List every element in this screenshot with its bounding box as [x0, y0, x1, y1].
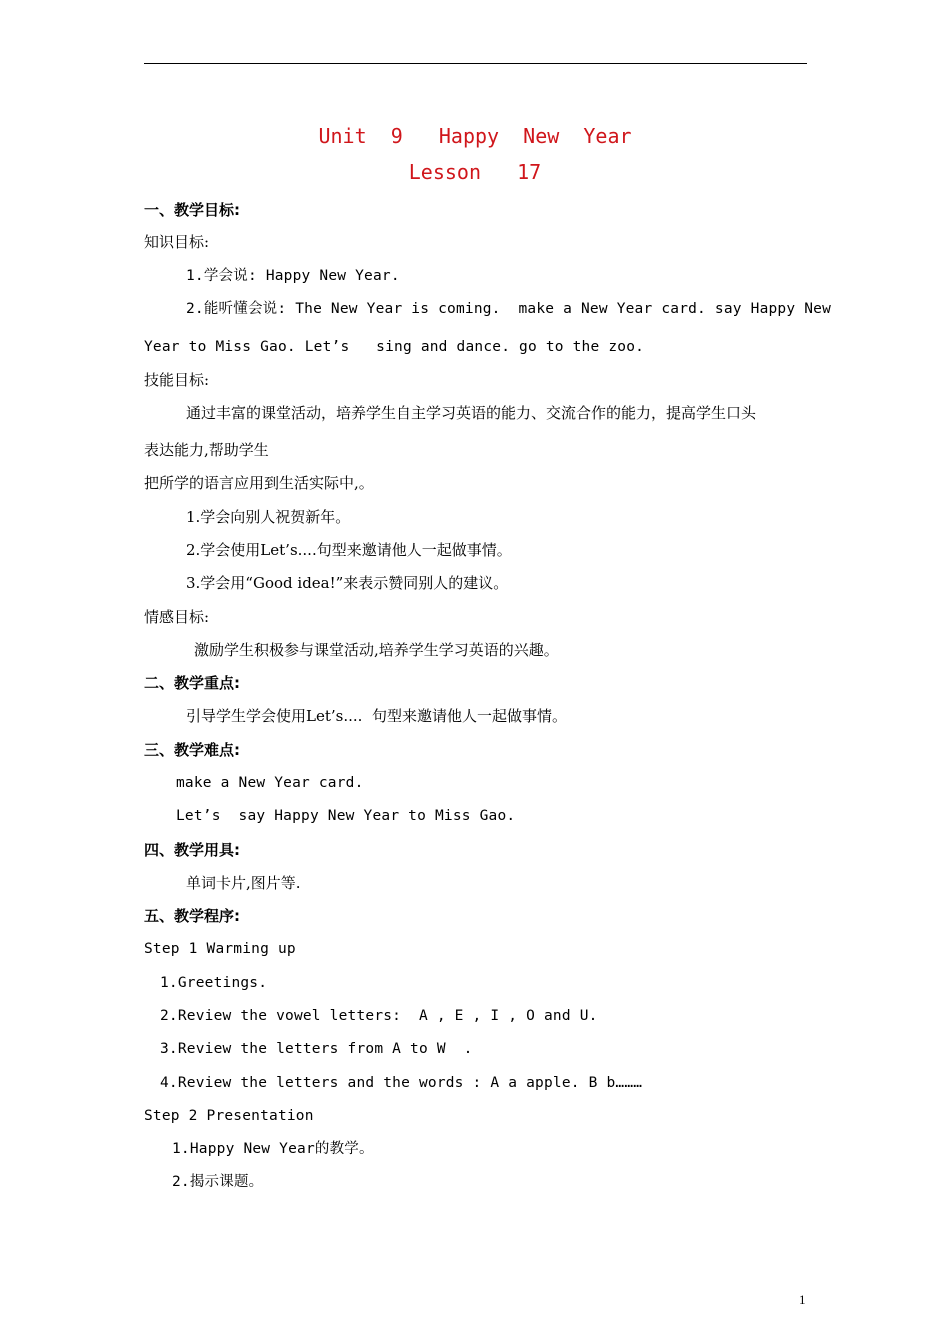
emotion-text: 激励学生积极参与课堂活动,培养学生学习英语的兴趣。 — [194, 641, 559, 659]
lesson-title: Lesson 17 — [408, 160, 542, 184]
section-4-heading: 四、教学用具: — [144, 841, 240, 859]
skill-item-1: 1.学会向别人祝贺新年。 — [186, 508, 351, 526]
step-2-title: Step 2 Presentation — [144, 1108, 314, 1124]
section-3-item-a: make a New Year card. — [176, 775, 364, 791]
page-number: 1 — [799, 1292, 806, 1307]
skill-item-3: 3.学会用“Good idea!”来表示赞同别人的建议。 — [186, 574, 509, 592]
section-4-text: 单词卡片,图片等. — [186, 874, 301, 892]
section-3-heading: 三、教学难点: — [144, 741, 240, 759]
section-2-text: 引导学生学会使用Let’s.... 句型来邀请他人一起做事情。 — [186, 707, 567, 725]
step-2-item-2: 2.揭示课题。 — [172, 1174, 264, 1190]
unit-title: Unit 9 Happy New Year — [318, 124, 632, 148]
step-2-item-1: 1.Happy New Year的教学。 — [172, 1141, 374, 1157]
emotion-label: 情感目标: — [144, 608, 210, 626]
knowledge-item-2a: 2.能听懂会说: The New Year is coming. make a New Year card. say Happy New — [186, 301, 832, 317]
skill-text-c: 把所学的语言应用到生活实际中,。 — [144, 474, 374, 492]
skill-text-b: 表达能力,帮助学生 — [144, 441, 269, 459]
header-rule — [144, 63, 807, 64]
step-1-item-1: 1.Greetings. — [160, 975, 268, 991]
section-3-item-b: Let’s say Happy New Year to Miss Gao. — [176, 808, 516, 824]
section-2-heading: 二、教学重点: — [144, 674, 240, 692]
section-1-heading: 一、教学目标: — [144, 201, 240, 219]
step-1-title: Step 1 Warming up — [144, 941, 296, 957]
knowledge-item-2b: Year to Miss Gao. Let’s sing and dance. go to the zoo. — [144, 339, 645, 355]
skill-item-2: 2.学会使用Let’s....句型来邀请他人一起做事情。 — [186, 541, 512, 559]
knowledge-label: 知识目标: — [144, 233, 210, 251]
skill-label: 技能目标: — [144, 371, 210, 389]
step-1-item-2: 2.Review the vowel letters: A , E , I , O and U. — [160, 1008, 598, 1024]
section-5-heading: 五、教学程序: — [144, 907, 240, 925]
knowledge-item-1: 1.学会说: Happy New Year. — [186, 268, 400, 284]
step-1-item-3: 3.Review the letters from A to W . — [160, 1041, 473, 1057]
skill-text-a: 通过丰富的课堂活动，培养学生自主学习英语的能力、交流合作的能力，提高学生口头 — [186, 404, 757, 422]
step-1-item-4: 4.Review the letters and the words : A a apple. B b……… — [160, 1075, 643, 1091]
